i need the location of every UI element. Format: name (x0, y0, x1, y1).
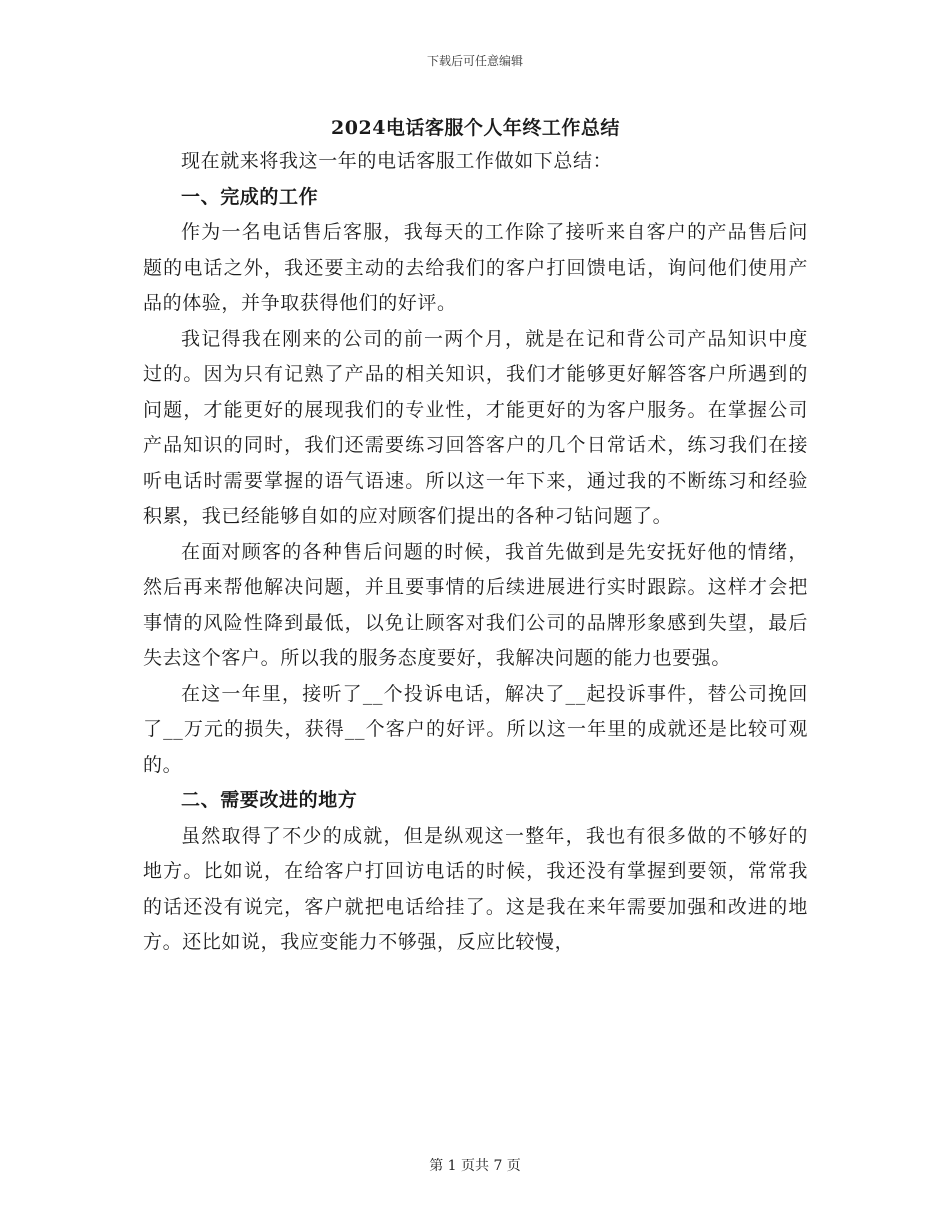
document-title: 2024电话客服个人年终工作总结 (331, 117, 620, 139)
paragraph: 作为一名电话售后客服，我每天的工作除了接听来自客户的产品售后问题的电话之外，我还要主动的去给我们的客户打回馈电话，询问他们使用产品的体验，并争取获得他们的好评。 (143, 221, 808, 314)
page-header: 下载后可任意编辑 (426, 54, 523, 68)
section-heading-improvements: 二、需要改进的地方 (181, 789, 358, 811)
intro-paragraph: 现在就来将我这一年的电话客服工作做如下总结： (181, 150, 613, 172)
paragraph: 虽然取得了不少的成就，但是纵观这一整年，我也有很多做的不够好的地方。比如说，在给客户打回访电话的时候，我还没有掌握到要领，常常我的话还没有说完，客户就把电话给挂了。这是我在来年需要加强和改进的地方。还比如说，我应变能力不够强，反应比较慢， (143, 824, 808, 953)
page-number: 第 1 页共 7 页 (429, 1158, 521, 1174)
paragraph: 我记得我在刚来的公司的前一两个月，就是在记和背公司产品知识中度过的。因为只有记熟了产品的相关知识，我们才能够更好解答客户所遇到的问题，才能更好的展现我们的专业性，才能更好的为客户服务。在掌握公司产品知识的同时，我们还需要练习回答客户的几个日常话术，练习我们在接听电话时需要掌握的语气语速。所以这一年下来，通过我的不断练习和经验积累，我已经能够自如的应对顾客们提出的各种刁钻问题了。 (143, 327, 808, 527)
paragraph: 在这一年里，接听了__个投诉电话，解决了__起投诉事件，替公司挽回了__万元的损失，获得__个客户的好评。所以这一年里的成就还是比较可观的。 (143, 682, 808, 776)
section-heading-completed-work: 一、完成的工作 (181, 185, 319, 208)
paragraph: 在面对顾客的各种售后问题的时候，我首先做到是先安抚好他的情绪，然后再来帮他解决问题，并且要事情的后续进展进行实时跟踪。这样才会把事情的风险性降到最低，以免让顾客对我们公司的品牌形象感到失望，最后失去这个客户。所以我的服务态度要好，我解决问题的能力也要强。 (143, 540, 808, 669)
document-body (143, 112, 808, 961)
